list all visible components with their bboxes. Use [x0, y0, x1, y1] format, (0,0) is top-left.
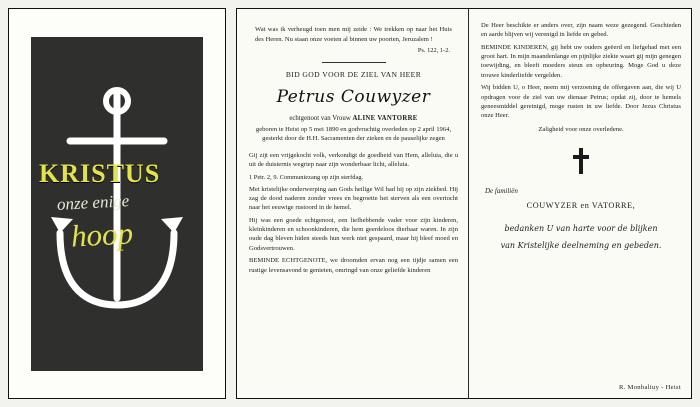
deceased-name: Petrus Couwyzer — [276, 86, 431, 107]
thanks-line-1: bedanken U van harte voor de blijken — [504, 223, 658, 233]
cross-icon — [481, 148, 681, 177]
paragraph: Met kristelijke onderwerping aan Gods heilige Wil had hij op zijn ziekbed. Hij zag de dood naderen zonder vrees en begroette het sterven als een overtocht naar het eeuwige rustoord in de hemel. — [249, 185, 458, 212]
printer-credit: R. Monbaliuy - Heist — [618, 383, 681, 391]
thanks-line-2: van Kristelijke deelneming en gebeden. — [500, 241, 662, 251]
text-column-right — [469, 9, 691, 398]
right-body-paragraphs — [481, 21, 681, 121]
paragraph: BEMINDE ECHTGENOTE, we droomden ervan nog een tijdje samen een rustige levensavond te genieten, omringd van onze geliefde kinderen — [249, 257, 458, 274]
paragraph: BEMINDE KINDEREN, gij hebt uw ouders geëerd en liefgehad met een groot hart. In mijn maandenlange en pijnlijke ziekte waart gij mijn genegen toewijding, en bleeft moeders steun en opbeuring. Moge God u deze trouwe kinderliefde vergelden. — [481, 43, 681, 79]
scripture-verse: Wat was ik verheugd toen men mij zeide : We trekken op naar het Huis des Heren. Nu staan onze voeten al binnen uw poorten, Jeruzalem ! — [255, 26, 452, 43]
closing-line: Zaligheid voor onze overledene. — [538, 125, 624, 133]
cover-title-line2: onze enige — [56, 191, 130, 214]
left-body-paragraphs — [249, 151, 458, 275]
scripture-reference: Ps. 122, 1-2. — [417, 47, 450, 55]
spouse-line — [249, 114, 458, 124]
spouse-prefix: echtgenoot van Vrouw — [289, 115, 351, 123]
card-cover-panel — [8, 8, 226, 399]
cover-title-line3: hoop — [70, 215, 134, 254]
cross-shape — [573, 148, 589, 174]
spouse-name: ALINE VANTORRE — [352, 115, 418, 123]
invocation-heading: BID GOD VOOR DE ZIEL VAN HEER — [285, 70, 422, 80]
paragraph-reference: 1 Petr. 2, 9. Communiezang op zijn sterfdag. — [249, 173, 364, 181]
cover-title-line1: KRISTUS — [39, 159, 161, 188]
family-label: De familiën — [485, 187, 518, 196]
paragraph: De Heer beschikte er anders over, zijn naam weze gezegend. Geschieden en aarde blijven wij verenigd in liefde en gebed. — [481, 22, 681, 39]
text-column-left — [237, 9, 469, 398]
card-text-panel — [236, 8, 692, 399]
paragraph: Gij zijt een vrijgekocht volk, verkondigt de goedheid van Hem, alleluia, die u uit de duisternis wegriep naar zijn wonderbaar licht, alleluia. — [249, 151, 458, 169]
family-names: COUWYZER en VATORRE, — [526, 201, 636, 211]
paragraph: Wij bidden U, o Heer, neem mij verzoening de offergaven aan, die wij U opdragen voor de ziel van uw dienaar Petrus; opdat zij, door te hemels geneesmiddel gereinigd, moge rusten in uw liefde. Door Jezus Christus onze Heer. — [481, 84, 681, 120]
cover-text — [31, 37, 203, 371]
divider-rule — [322, 62, 386, 63]
cover-artwork — [31, 37, 203, 371]
biography-line: geboren te Heist op 5 mei 1890 en godvruchtig overleden op 2 april 1964, gesterkt door de H.H. Sacramenten der zieken en de pauselijke zegen — [255, 125, 452, 143]
paragraph: Hij was een goede echtgenoot, een liefhebbende vader voor zijn kinderen, kleinkinderen en schoonkinderen, die hem geerdeloos dierbaar waren. In zijn oude dag bleven hiden steeds hun werk niet gespaard, maar hij bleef moed en Godsvertrouwen. — [249, 216, 458, 252]
